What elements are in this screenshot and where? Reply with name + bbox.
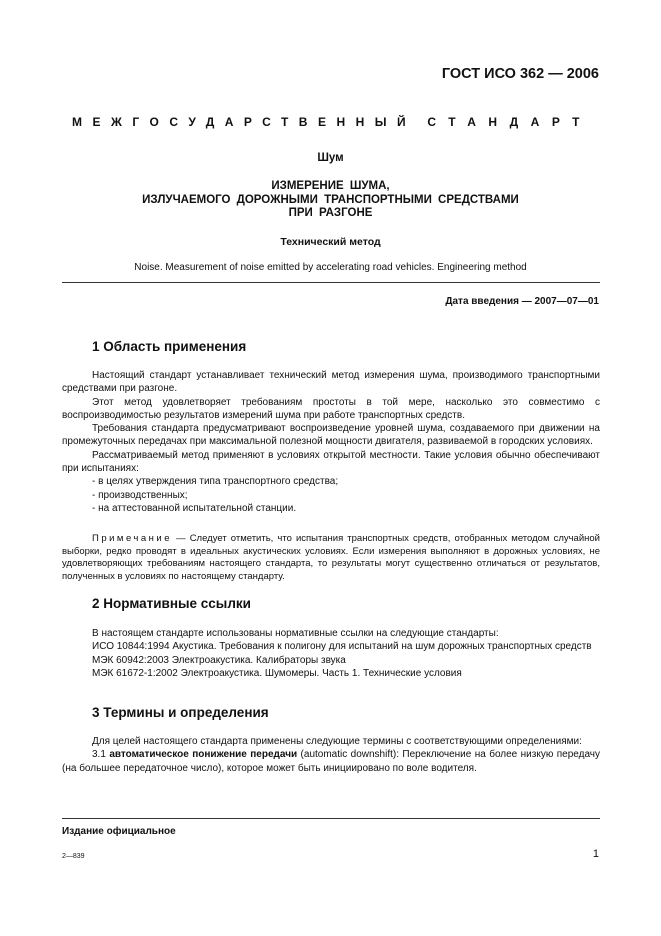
paragraph: Требования стандарта предусматривают воспроизведение уровней шума, создаваемого при движении на промежуточных передачах при максимальной полезной мощности двигателя, развиваемой в городских условиях. bbox=[62, 423, 600, 448]
section-3-heading: 3 Термины и определения bbox=[92, 705, 269, 720]
list-item: - на аттестованной испытательной станции. bbox=[92, 502, 297, 514]
document-title bbox=[0, 180, 661, 221]
list-item: - в целях утверждения типа транспортного средства; bbox=[92, 476, 339, 488]
note bbox=[62, 533, 600, 583]
footer-divider bbox=[62, 818, 600, 819]
section-1 bbox=[62, 340, 600, 353]
title-line-1: ИЗМЕРЕНИЕ ШУМА, bbox=[271, 180, 390, 192]
title-line-3: ПРИ РАЗГОНЕ bbox=[288, 207, 373, 219]
section-2-body bbox=[62, 627, 600, 680]
title-divider bbox=[62, 282, 600, 283]
reference-item: МЭК 61672-1:2002 Электроакустика. Шумомеры. Часть 1. Технические условия bbox=[92, 667, 462, 679]
section-1-heading: 1 Область применения bbox=[92, 339, 247, 354]
list-item: - производственных; bbox=[92, 489, 188, 501]
standard-banner bbox=[72, 115, 592, 129]
term-name: автоматическое понижение передачи bbox=[109, 749, 298, 761]
note-label: Примечание bbox=[92, 533, 172, 544]
reference-item: ИСО 10844:1994 Акустика. Требования к полигону для испытаний на шум дорожных транспортных средств bbox=[92, 641, 592, 653]
banner-standard: СТАНДАРТ bbox=[427, 115, 592, 129]
section-3-body bbox=[62, 735, 600, 775]
term-definition bbox=[62, 748, 600, 775]
paragraph: Настоящий стандарт устанавливает технический метод измерения шума, производимого транспортными средствами при разгоне. bbox=[62, 370, 600, 395]
term-text: (automatic downshift): Переключение на более низкую передачу (на большее передаточное число), которое может быть инициировано по воле водителя. bbox=[62, 749, 601, 774]
term-number: 3.1 bbox=[92, 749, 110, 761]
section-1-body bbox=[62, 369, 600, 515]
section-3 bbox=[62, 706, 600, 719]
paragraph: Этот метод удовлетворяет требованиям простоты в той мере, насколько это совместимо с воспроизводимостью результатов измерений шума при работе транспортных средств. bbox=[62, 396, 600, 421]
print-code: 2—839 bbox=[62, 853, 85, 860]
banner-interstate: МЕЖГОСУДАРСТВЕННЫЙ bbox=[72, 115, 417, 129]
introduction-date: Дата введения — 2007—07—01 bbox=[445, 296, 599, 307]
paragraph: Рассматриваемый метод применяют в условиях открытой местности. Такие условия обычно обеспечивают при испытаниях: bbox=[62, 449, 600, 475]
section-2 bbox=[62, 597, 600, 610]
official-edition: Издание официальное bbox=[62, 826, 176, 837]
english-title: Noise. Measurement of noise emitted by accelerating road vehicles. Engineering method bbox=[134, 262, 527, 273]
note-paragraph bbox=[62, 533, 600, 583]
note-text: — Следует отметить, что испытания транспортных средств, отобранных методом случайной выборки, редко проводят в идеальных акустических условиях. Если измерения выполняют в дорожных условиях, не удовлетворяющих требованиям настоящего стандарта, то результаты могут существенно отличаться от результатов, полученных в условиях по настоящему стандарту. bbox=[62, 533, 600, 582]
paragraph: В настоящем стандарте использованы нормативные ссылки на следующие стандарты: bbox=[92, 628, 499, 639]
gost-number: ГОСТ ИСО 362 — 2006 bbox=[441, 66, 599, 82]
reference-item: МЭК 60942:2003 Электроакустика. Калибраторы звука bbox=[92, 654, 346, 666]
title-line-2: ИЗЛУЧАЕМОГО ДОРОЖНЫМИ ТРАНСПОРТНЫМИ СРЕДСТВАМИ bbox=[142, 193, 519, 206]
section-2-heading: 2 Нормативные ссылки bbox=[92, 596, 251, 611]
subject-heading: Шум bbox=[317, 152, 344, 164]
paragraph: Для целей настоящего стандарта применены следующие термины с соответствующими определениями: bbox=[92, 736, 582, 747]
method-subtitle: Технический метод bbox=[280, 236, 381, 248]
page-number: 1 bbox=[592, 848, 599, 860]
